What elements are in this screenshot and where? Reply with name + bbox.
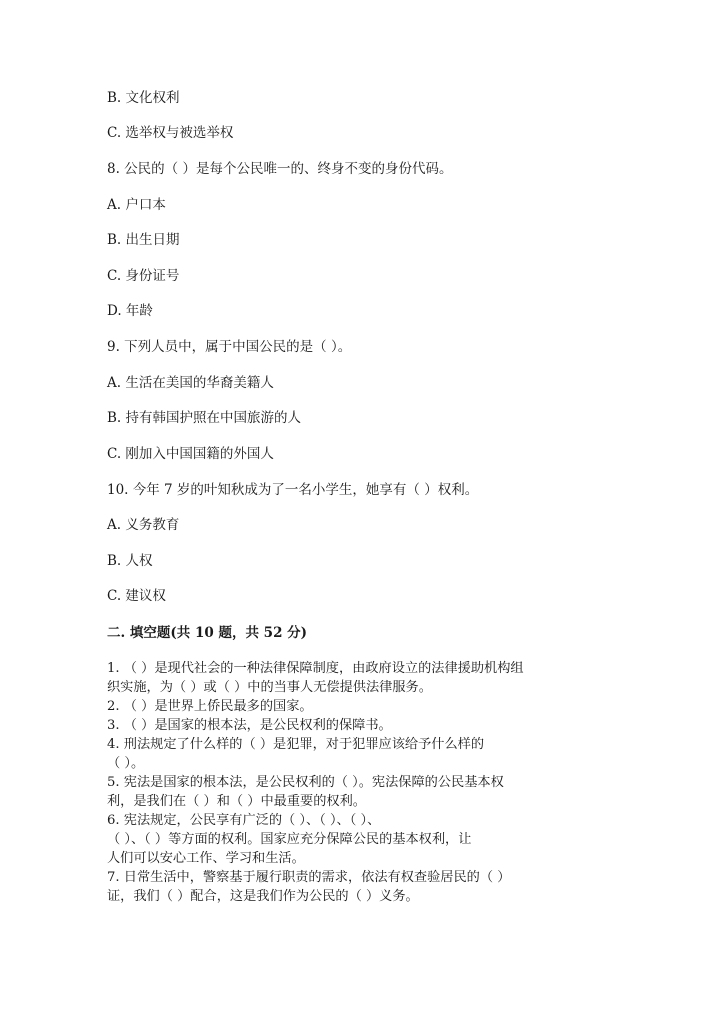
q8-option-c: C. 身份证号	[107, 268, 180, 284]
q8-stem: 8. 公民的（ ）是每个公民唯一的、终身不变的身份代码。	[107, 161, 453, 177]
q10-option-a: A. 义务教育	[107, 517, 180, 533]
fill-line: 利，是我们在（ ）和（ ）中最重要的权利。	[107, 794, 366, 809]
fill-line: 1. （ ）是现代社会的一种法律保障制度，由政府设立的法律援助机构组	[107, 661, 524, 676]
q8-option-d: D. 年龄	[107, 303, 153, 319]
q9-stem: 9. 下列人员中，属于中国公民的是（ ）。	[107, 339, 352, 355]
fill-line: 2. （ ）是世界上侨民最多的国家。	[107, 699, 313, 714]
fill-line: （ ）、（ ）等方面的权利。国家应充分保障公民的基本权利，让	[107, 832, 472, 847]
q9-option-a: A. 生活在美国的华裔美籍人	[107, 375, 274, 391]
q8-option-a: A. 户口本	[107, 197, 166, 213]
fill-line: 3. （ ）是国家的根本法，是公民权利的保障书。	[107, 718, 392, 733]
q10-option-c: C. 建议权	[107, 588, 166, 604]
q10-stem: 10. 今年 7 岁的叶知秋成为了一名小学生，她享有（ ）权利。	[107, 482, 479, 498]
q10-option-b: B. 人权	[107, 553, 153, 569]
fill-line: 人们可以安心工作、学习和生活。	[107, 851, 305, 866]
fill-line: 5. 宪法是国家的根本法，是公民权利的（ ）。宪法保障的公民基本权	[107, 775, 504, 790]
q7-option-c: C. 选举权与被选举权	[107, 125, 234, 141]
fill-line: 6. 宪法规定，公民享有广泛的（ ）、（ ）、（ ）、	[107, 813, 381, 828]
fill-line: 证，我们（ ）配合，这是我们作为公民的（ ）义务。	[107, 889, 419, 904]
q9-option-b: B. 持有韩国护照在中国旅游的人	[107, 410, 302, 426]
fill-line: （ ）。	[107, 756, 145, 771]
fill-line: 7. 日常生活中，警察基于履行职责的需求，依法有权查验居民的（ ）	[107, 870, 511, 885]
q7-option-b: B. 文化权利	[107, 90, 180, 106]
q8-option-b: B. 出生日期	[107, 232, 180, 248]
section-2-title: 二. 填空题(共 10 题，共 52 分)	[107, 625, 308, 641]
q9-option-c: C. 刚加入中国国籍的外国人	[107, 446, 274, 462]
fill-line: 织实施，为（ ）或（ ）中的当事人无偿提供法律服务。	[107, 680, 432, 695]
fill-line: 4. 刑法规定了什么样的（ ）是犯罪，对于犯罪应该给予什么样的	[107, 737, 485, 752]
